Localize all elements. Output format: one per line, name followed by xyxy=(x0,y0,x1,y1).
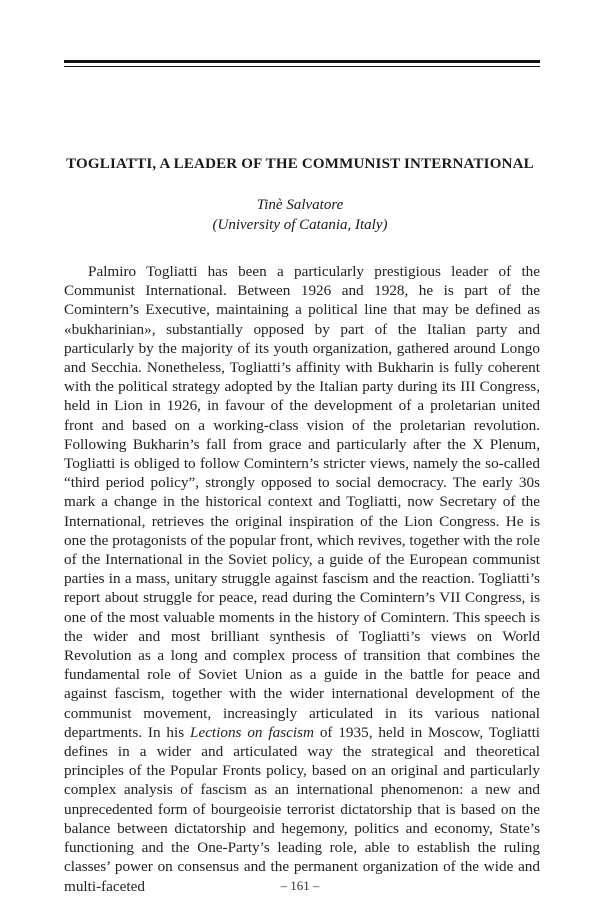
body-text-part-2: of 1935, held in Moscow, Togliatti defines in a wider and articulated way the strategical and theoretical principles of the Popular Fronts policy, based on an original and particularly complex analysis of fascism as an international phenomenon: a new and unprecedented form of bourgeoisie terrorist dictatorship that is based on the balance between dictatorship and hegemony, politics and economy, State’s functioning and the One-Party’s leading role, able to establish the ruling classes’ power on consensus and the permanent organization of the wide and multi-faceted xyxy=(64,723,541,895)
abstract-paragraph xyxy=(64,262,540,896)
author-name: Tinè Salvatore xyxy=(256,197,344,213)
page-number: – 161 – xyxy=(280,878,320,893)
author-affiliation: (University of Catania, Italy) xyxy=(212,217,388,233)
body-text-part-1: Palmiro Togliatti has been a particularly prestigious leader of the Communist International. Between 1926 and 1928, he is part of the Comintern’s Executive, maintaining a political line that may be defined as «bukharinian», substantially opposed by part of the Italian party and particularly by the majority of its youth organization, gathered around Longo and Secchia. Nonetheless, Togliatti’s affinity with Bukharin is fully coherent with the political strategy adopted by the Italian party during its III Congress, held in Lion in 1926, in favour of the development of a proletarian united front and based on a working-class vision of the proletarian revolution. Following Bukharin’s fall from grace and particularly after the X Plenum, Togliatti is obliged to follow Comintern’s stricter views, namely the so-called “third period policy”, strongly opposed to social democracy. The early 30s mark a change in the historical context and Togliatti, now Secretary of the International, retrieves the original inspiration of the Lion Congress. He is one the protagonists of the popular front, which revives, together with the role of the International in the Soviet policy, a guide of the European communist parties in a mass, unitary struggle against fascism and the reaction. Togliatti’s report about struggle for peace, read during the Comintern’s VII Congress, is one of the most valuable moments in the history of Comintern. This speech is the wider and most brilliant synthesis of Togliatti’s views on World Revolution as a long and complex process of transition that combines the fundamental role of Soviet Union as a guide in the battle for peace and against fascism, together with the wider international development of the communist movement, increasingly articulated in its various national departments. In his xyxy=(64,263,540,741)
author-block xyxy=(40,195,560,235)
article-title: TOGLIATTI, A LEADER OF THE COMMUNIST INTERNATIONAL xyxy=(66,156,534,172)
header-rule-thick xyxy=(64,60,540,63)
lecture-title-emphasis: Lections on fascism xyxy=(190,723,314,741)
header-rule-thin xyxy=(64,66,540,67)
